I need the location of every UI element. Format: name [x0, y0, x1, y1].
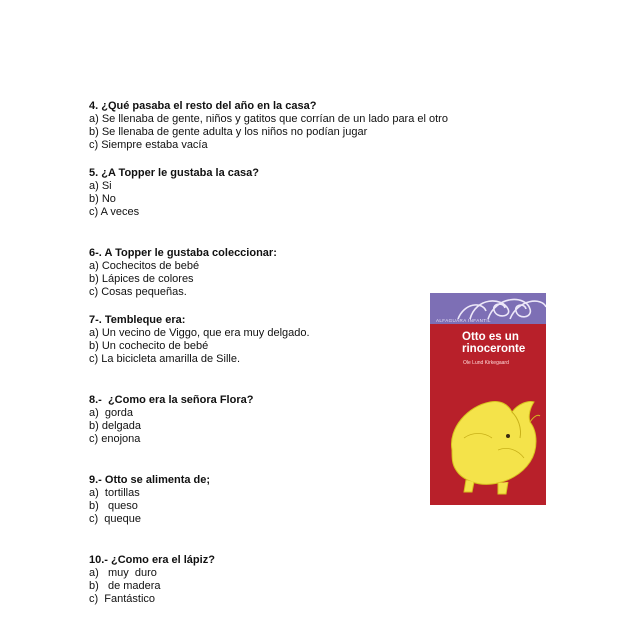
question-5 [89, 167, 509, 219]
question-6 [89, 247, 509, 299]
answer-option: b) Lápices de colores [89, 273, 194, 285]
book-author: Ole Lund Kirkegaard [463, 360, 509, 366]
question-title: 6-. A Topper le gustaba coleccionar: [89, 247, 277, 259]
answer-option: a) gorda [89, 407, 134, 419]
question-title: 7-. Tembleque era: [89, 314, 186, 326]
answer-option: b) de madera [89, 580, 161, 592]
question-10 [89, 554, 509, 606]
answer-option: b) Un cochecito de bebé [89, 340, 209, 352]
answer-option: c) queque [89, 513, 141, 525]
answer-option: a) tortillas [89, 487, 140, 499]
book-title [462, 331, 542, 355]
answer-option: c) La bicicleta amarilla de Sille. [89, 353, 241, 365]
question-title: 5. ¿A Topper le gustaba la casa? [89, 167, 259, 179]
publisher-label: ALFAGUARA INFANTIL [436, 318, 491, 323]
book-title-line-2: rinoceronte [462, 343, 526, 355]
book-cover-image [430, 293, 546, 505]
answer-option: a) Se llenaba de gente, niños y gatitos que corrían de un lado para el otro [89, 113, 448, 125]
answer-option: c) enojona [89, 433, 141, 445]
rhino-illustration-icon [438, 388, 542, 496]
answer-option: b) queso [89, 500, 138, 512]
answer-option: a) Un vecino de Viggo, que era muy delgado. [89, 327, 310, 339]
question-title: 10.- ¿Como era el lápiz? [89, 554, 215, 566]
answer-option: c) Cosas pequeñas. [89, 286, 187, 298]
question-title: 4. ¿Qué pasaba el resto del año en la casa? [89, 100, 317, 112]
answer-option: c) Siempre estaba vacía [89, 139, 208, 151]
question-title: 8.- ¿Como era la señora Flora? [89, 394, 254, 406]
book-title-line-1: Otto es un [462, 331, 519, 343]
answer-option: a) Si [89, 180, 112, 192]
question-title: 9.- Otto se alimenta de; [89, 474, 211, 486]
answer-option: c) Fantástico [89, 593, 156, 605]
answer-option: a) Cochecitos de bebé [89, 260, 200, 272]
answer-option: b) No [89, 193, 116, 205]
question-4 [89, 100, 509, 152]
answer-option: c) A veces [89, 206, 140, 218]
answer-option: b) delgada [89, 420, 141, 432]
answer-option: b) Se llenaba de gente adulta y los niños no podían jugar [89, 126, 368, 138]
answer-option: a) muy duro [89, 567, 157, 579]
